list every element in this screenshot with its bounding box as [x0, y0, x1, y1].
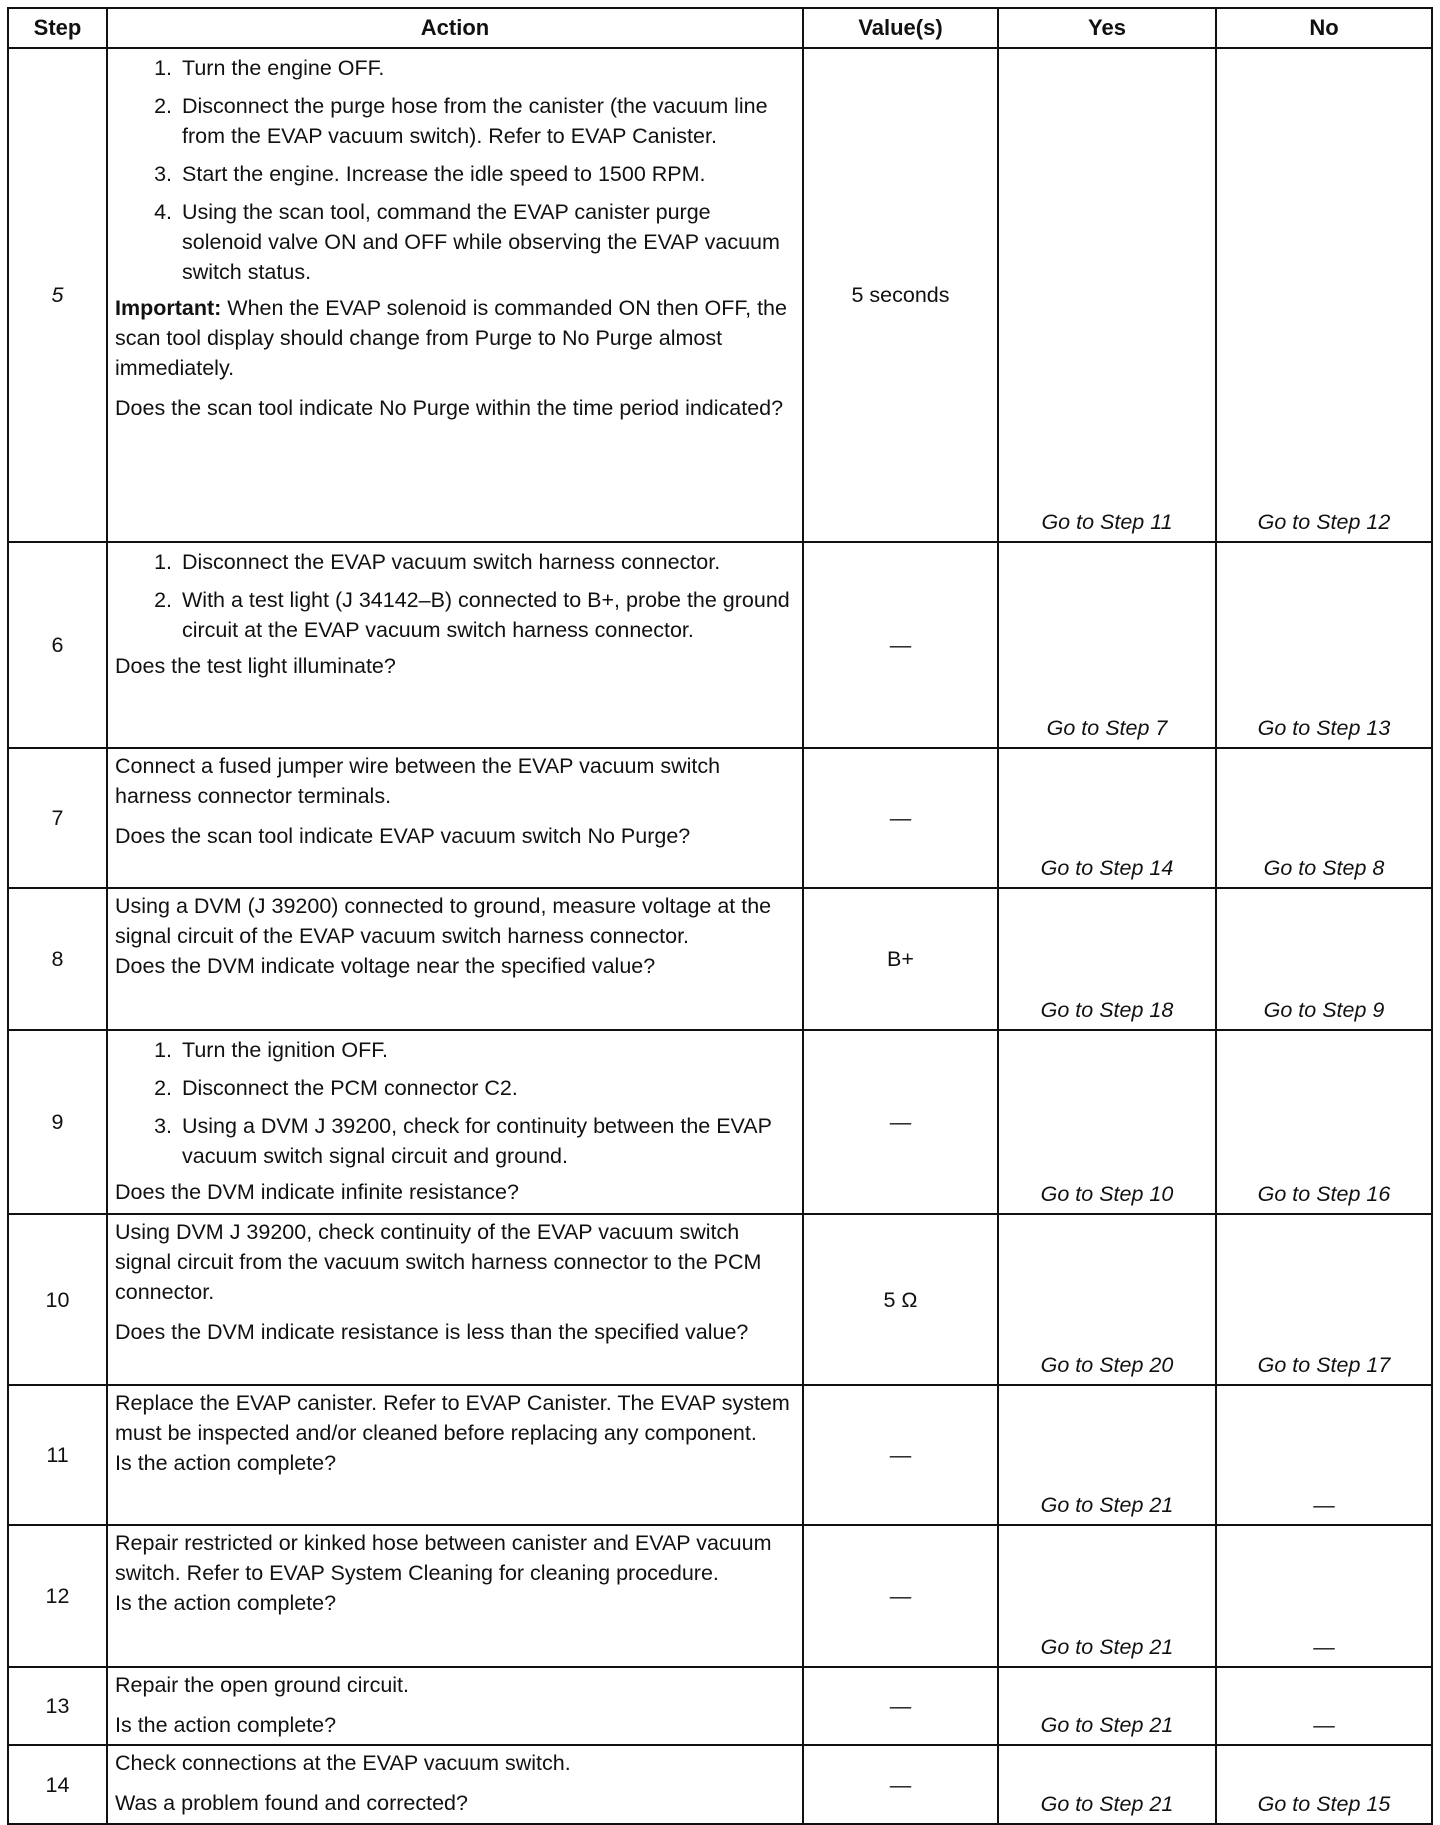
- no-cell: —: [1216, 1667, 1432, 1745]
- header-yes: Yes: [998, 8, 1216, 48]
- question: Does the scan tool indicate No Purge within the time period indicated?: [115, 396, 784, 420]
- no-cell: Go to Step 16: [1216, 1030, 1432, 1214]
- action-text: Using DVM J 39200, check continuity of the EVAP vacuum switch signal circuit from the vacuum switch harness connector to the PCM connector.: [115, 1220, 762, 1304]
- yes-cell: Go to Step 10: [998, 1030, 1216, 1214]
- table-row: [8, 1525, 1432, 1667]
- table-row: [8, 48, 1432, 542]
- action-cell: [107, 1667, 803, 1745]
- value-cell: —: [803, 1030, 998, 1214]
- table-row: [8, 542, 1432, 748]
- table-row: [8, 1745, 1432, 1824]
- action-cell: [107, 1385, 803, 1525]
- yes-cell: Go to Step 14: [998, 748, 1216, 888]
- table-row: [8, 748, 1432, 888]
- step-number: 8: [8, 888, 107, 1030]
- question: Does the test light illuminate?: [115, 654, 396, 678]
- value-cell: —: [803, 748, 998, 888]
- no-cell: —: [1216, 1525, 1432, 1667]
- table-row: [8, 1214, 1432, 1385]
- question: Is the action complete?: [115, 1591, 337, 1615]
- action-cell: [107, 542, 803, 748]
- action-cell: [107, 48, 803, 542]
- list-item: 3. Start the engine. Increase the idle speed to 1500 RPM.: [178, 159, 796, 189]
- step-number: 13: [8, 1667, 107, 1745]
- header-values: Value(s): [803, 8, 998, 48]
- important-text: When the EVAP solenoid is commanded ON then OFF, the scan tool display should change from Purge to No Purge almost immediately.: [115, 296, 787, 380]
- yes-cell: Go to Step 21: [998, 1667, 1216, 1745]
- step-number: 14: [8, 1745, 107, 1824]
- important-label: Important:: [115, 296, 222, 320]
- yes-cell: Go to Step 21: [998, 1525, 1216, 1667]
- question: Does the DVM indicate voltage near the specified value?: [115, 954, 656, 978]
- step-number: 6: [8, 542, 107, 748]
- question: Was a problem found and corrected?: [115, 1791, 468, 1815]
- action-text: Connect a fused jumper wire between the EVAP vacuum switch harness connector terminals.: [115, 754, 721, 808]
- value-cell: —: [803, 1385, 998, 1525]
- action-text: Repair the open ground circuit.: [115, 1673, 410, 1697]
- value-cell: —: [803, 1667, 998, 1745]
- header-row: [8, 8, 1432, 48]
- action-cell: [107, 1745, 803, 1824]
- header-step: Step: [8, 8, 107, 48]
- no-cell: Go to Step 8: [1216, 748, 1432, 888]
- step-number: 9: [8, 1030, 107, 1214]
- yes-cell: Go to Step 20: [998, 1214, 1216, 1385]
- question: Does the DVM indicate infinite resistance?: [115, 1180, 519, 1204]
- step-number: 10: [8, 1214, 107, 1385]
- action-list: [115, 1035, 796, 1171]
- yes-cell: Go to Step 21: [998, 1385, 1216, 1525]
- no-cell: Go to Step 9: [1216, 888, 1432, 1030]
- list-item: 1. Turn the engine OFF.: [178, 53, 796, 83]
- action-cell: [107, 1525, 803, 1667]
- header-no: No: [1216, 8, 1432, 48]
- yes-cell: Go to Step 7: [998, 542, 1216, 748]
- yes-cell: Go to Step 11: [998, 48, 1216, 542]
- action-list: [115, 547, 796, 645]
- table-row: [8, 888, 1432, 1030]
- action-text: Using a DVM (J 39200) connected to ground, measure voltage at the signal circuit of the EVAP vacuum switch harness connector.: [115, 894, 772, 948]
- no-cell: Go to Step 13: [1216, 542, 1432, 748]
- action-cell: [107, 748, 803, 888]
- question: Does the scan tool indicate EVAP vacuum switch No Purge?: [115, 824, 691, 848]
- step-number: 12: [8, 1525, 107, 1667]
- list-item: 2. With a test light (J 34142–B) connected to B+, probe the ground circuit at the EVAP vacuum switch harness connector.: [178, 585, 796, 645]
- action-cell: [107, 888, 803, 1030]
- yes-cell: Go to Step 21: [998, 1745, 1216, 1824]
- list-item: 2. Disconnect the purge hose from the canister (the vacuum line from the EVAP vacuum switch). Refer to EVAP Canister.: [178, 91, 796, 151]
- action-cell: [107, 1214, 803, 1385]
- list-item: 1. Disconnect the EVAP vacuum switch harness connector.: [178, 547, 796, 577]
- question: Does the DVM indicate resistance is less than the specified value?: [115, 1320, 749, 1344]
- list-item: 3. Using a DVM J 39200, check for continuity between the EVAP vacuum switch signal circuit and ground.: [178, 1111, 796, 1171]
- step-number: 7: [8, 748, 107, 888]
- table-row: [8, 1667, 1432, 1745]
- header-action: Action: [107, 8, 803, 48]
- no-cell: —: [1216, 1385, 1432, 1525]
- important-note: [115, 293, 796, 383]
- yes-cell: Go to Step 18: [998, 888, 1216, 1030]
- no-cell: Go to Step 17: [1216, 1214, 1432, 1385]
- table-row: [8, 1385, 1432, 1525]
- question: Is the action complete?: [115, 1451, 337, 1475]
- diagnostic-table: [7, 7, 1433, 1825]
- list-item: 2. Disconnect the PCM connector C2.: [178, 1073, 796, 1103]
- action-text: Check connections at the EVAP vacuum switch.: [115, 1751, 571, 1775]
- step-number: 11: [8, 1385, 107, 1525]
- value-cell: —: [803, 1745, 998, 1824]
- action-text: Repair restricted or kinked hose between canister and EVAP vacuum switch. Refer to EVAP System Cleaning for cleaning procedure.: [115, 1531, 772, 1585]
- table-row: [8, 1030, 1432, 1214]
- action-text: Replace the EVAP canister. Refer to EVAP Canister. The EVAP system must be inspected and/or cleaned before replacing any component.: [115, 1391, 790, 1445]
- no-cell: Go to Step 15: [1216, 1745, 1432, 1824]
- list-item: 4. Using the scan tool, command the EVAP canister purge solenoid valve ON and OFF while observing the EVAP vacuum switch status.: [178, 197, 796, 287]
- value-cell: 5 Ω: [803, 1214, 998, 1385]
- list-item: 1. Turn the ignition OFF.: [178, 1035, 796, 1065]
- question: Is the action complete?: [115, 1713, 337, 1737]
- value-cell: B+: [803, 888, 998, 1030]
- step-number: 5: [8, 48, 107, 542]
- action-list: [115, 53, 796, 287]
- value-cell: —: [803, 542, 998, 748]
- value-cell: 5 seconds: [803, 48, 998, 542]
- no-cell: Go to Step 12: [1216, 48, 1432, 542]
- action-cell: [107, 1030, 803, 1214]
- value-cell: —: [803, 1525, 998, 1667]
